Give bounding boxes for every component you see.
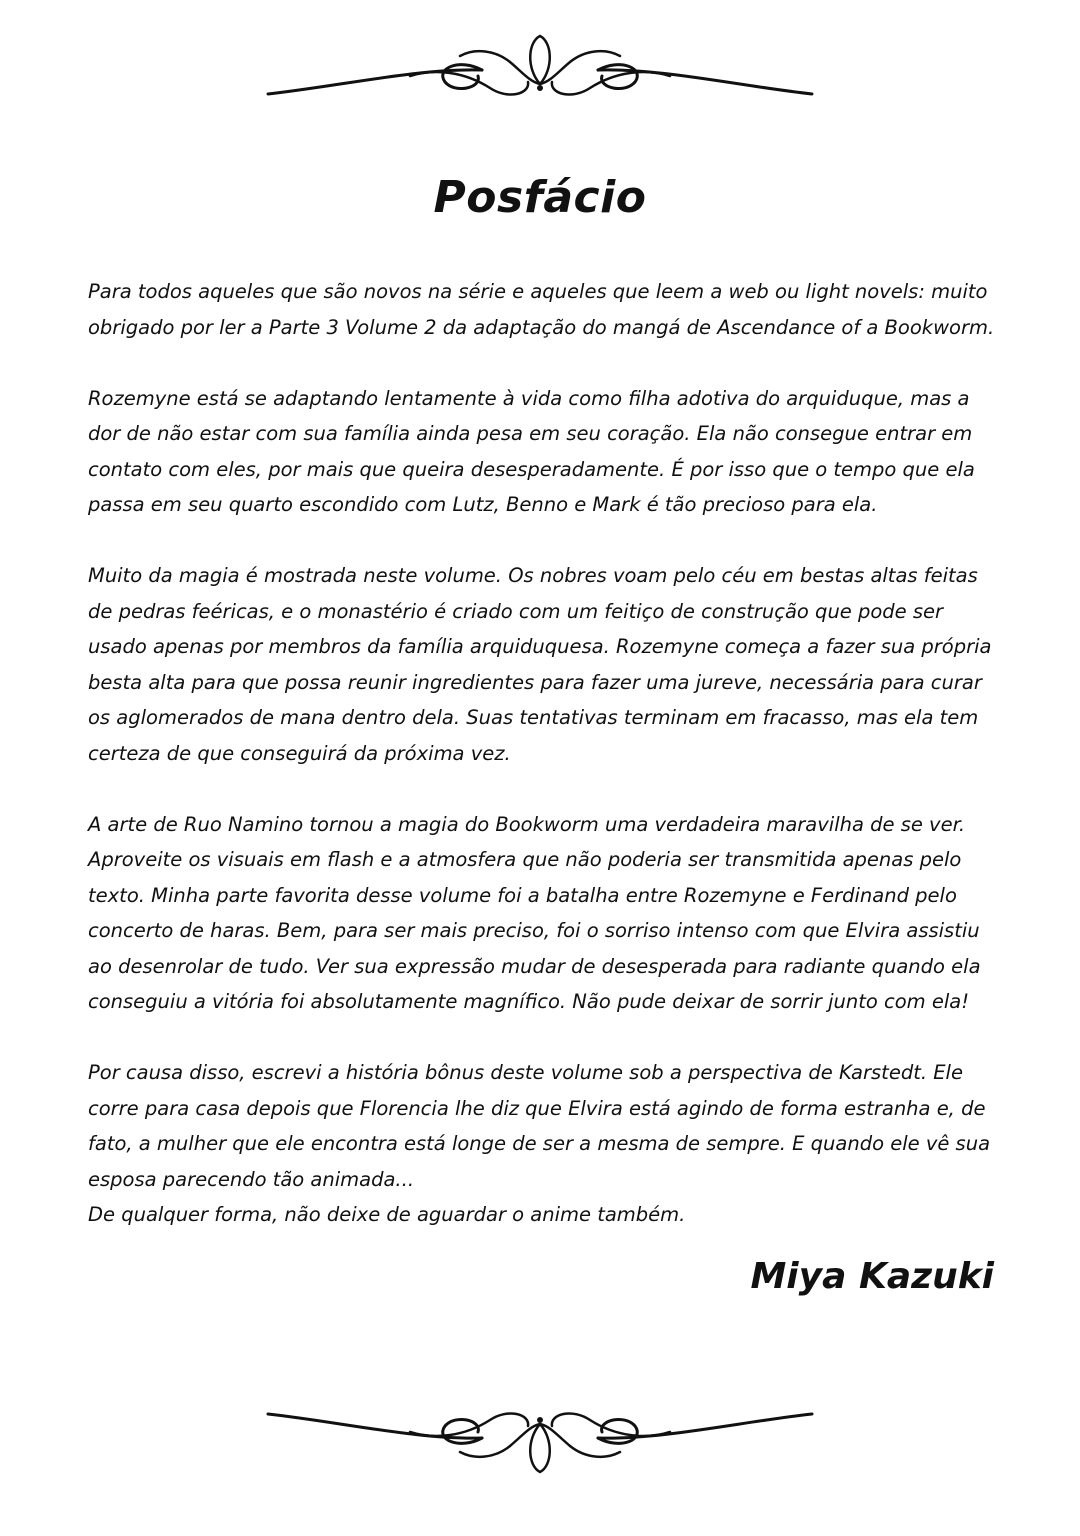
author-signature: Miya Kazuki [750, 1256, 994, 1297]
bottom-flourish-icon [260, 1400, 820, 1480]
afterword-body [88, 274, 998, 1233]
page-title: Posfácio [433, 172, 647, 223]
paragraph-4: A arte de Ruo Namino tornou a magia do Bookworm uma verdadeira maravilha de se ver. Aproveite os visuais em flash e a atmosfera que não poderia ser transmitida apenas pelo texto. Minha parte favorita desse volume foi a batalha entre Rozemyne e Ferdinand pelo concerto de haras. Bem, para ser mais preciso, foi o sorriso intenso com que Elvira assistiu ao desenrolar de tudo. Ver sua expressão mudar de desesperada para radiante quando ela conseguiu a vitória foi absolutamente magnífico. Não pude deixar de sorrir junto com ela! [88, 812, 981, 1013]
top-flourish-icon [260, 28, 820, 108]
paragraph-6: De qualquer forma, não deixe de aguardar o anime também. [88, 1203, 686, 1226]
paragraph-5: Por causa disso, escrevi a história bônus deste volume sob a perspectiva de Karstedt. Ele corre para casa depois que Florencia lhe diz que Elvira está agindo de forma estranha e, de fato, a mulher que ele encontra está longe de ser a mesma de sempre. E quando ele vê sua esposa parecendo tão animada... [88, 1061, 991, 1191]
paragraph-2: Rozemyne está se adaptando lentamente à vida como filha adotiva do arquiduque, mas a dor de não estar com sua família ainda pesa em seu coração. Ela não consegue entrar em contato com eles, por mais que queira desesperadamente. É por isso que o tempo que ela passa em seu quarto escondido com Lutz, Benno e Mark é tão precioso para ela. [88, 386, 975, 516]
paragraph-3: Muito da magia é mostrada neste volume. Os nobres voam pelo céu em bestas altas feitas de pedras feéricas, e o monastério é criado com um feitiço de construção que pode ser usado apenas por membros da família arquiduquesa. Rozemyne começa a fazer sua própria besta alta para que possa reunir ingredientes para fazer uma jureve, necessária para curar os aglomerados de mana dentro dela. Suas tentativas terminam em fracasso, mas ela tem certeza de que conseguirá da próxima vez. [88, 564, 992, 765]
paragraph-1: Para todos aqueles que são novos na série e aqueles que leem a web ou light novels: muito obrigado por ler a Parte 3 Volume 2 da adaptação do mangá de Ascendance of a Bookworm. [88, 280, 995, 339]
